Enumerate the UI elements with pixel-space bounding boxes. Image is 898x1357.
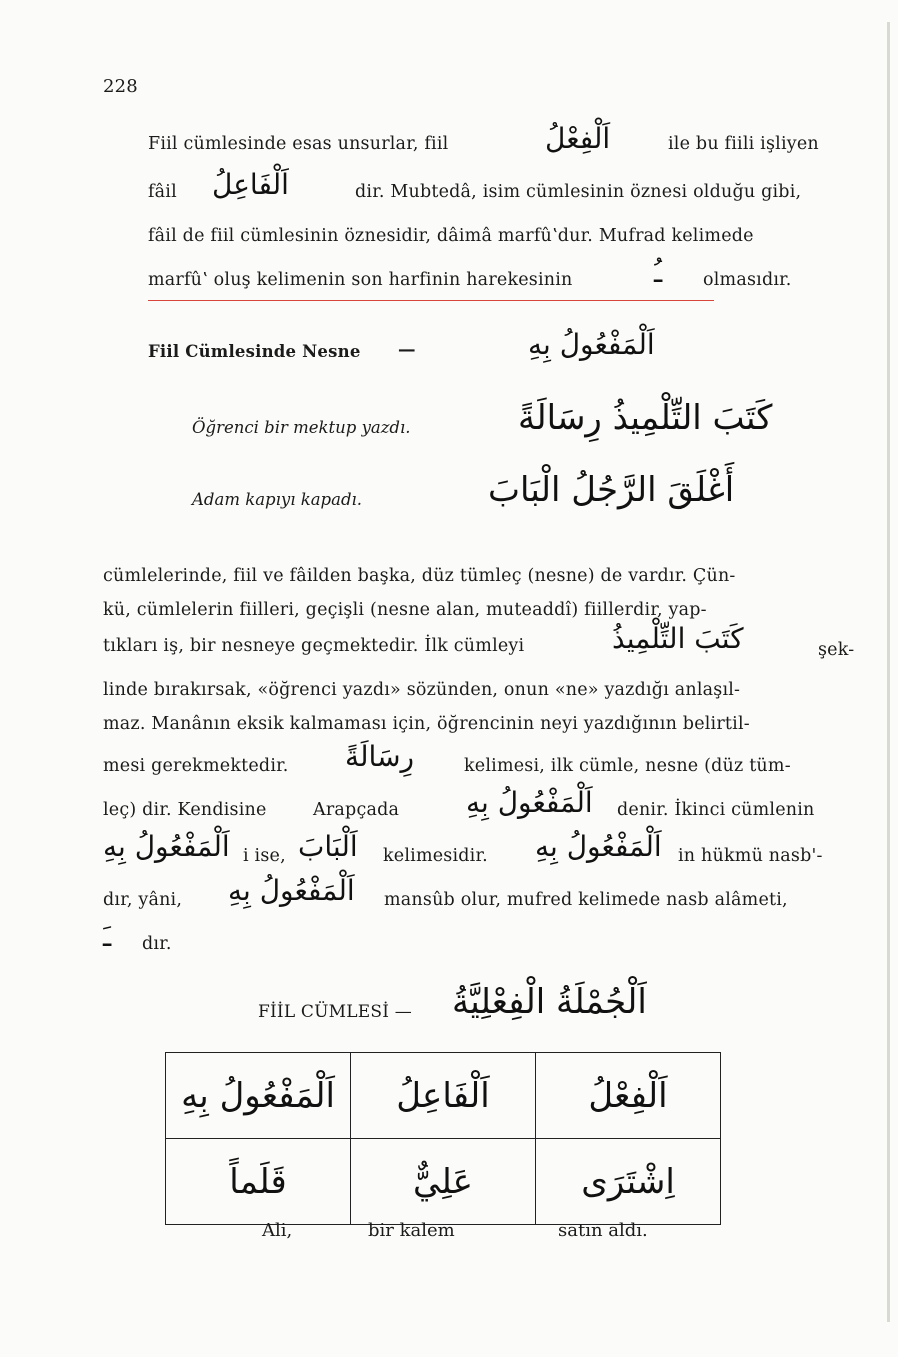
p2-line9-b: mansûb olur, mufred kelimede nasb alâmeti, [384,890,788,910]
section-heading: Fiil Cümlesinde Nesne [148,342,361,361]
p1-line3-text: fâil de fiil cümlesinin öznesidir, dâimâ marfûʽdur. Mufrad kelimede [148,226,754,246]
caption-satin-aldi: satın aldı. [558,1220,648,1241]
p2-line10-arabic-mark: ـَ [103,920,112,953]
p1-line1-text-b: ile bu fiili işliyen [668,134,819,154]
p1-line4-arabic-mark: ـُ [654,256,663,289]
p2-line8-arabic-3: اَلْمَفْعُولُ بِهِ [535,830,662,863]
p2-line7-c: denir. İkinci cümlenin [617,800,815,820]
p1-line4-text-b: olmasıdır. [703,270,792,290]
p1-line1-arabic: اَلْفِعْلُ [545,122,611,155]
p2-line1: cümlelerinde, fiil ve fâilden başka, düz tümleç (nesne) de vardır. Çün- [103,566,736,586]
table-cell-verb: اِشْتَرَى [536,1139,721,1225]
p1-line1-text-a: Fiil cümlesinde esas unsurlar, fiil [148,134,449,154]
p1-line2-arabic: اَلْفَاعِلُ [212,168,289,201]
example-2-arabic: أَغْلَقَ الرَّجُلُ الْبَابَ [488,470,735,510]
p2-line7-arabic: اَلْمَفْعُولُ بِهِ [466,786,593,819]
section-heading-dash: — [398,340,416,360]
table-cell-subject: عَلِيٌّ [351,1139,536,1225]
p2-line8-a: i ise, [243,846,286,866]
example-1-turkish: Öğrenci bir mektup yazdı. [192,418,411,437]
p2-line8-b: kelimesidir. [383,846,488,866]
p2-line4: linde bırakırsak, «öğrenci yazdı» sözünden, onun «ne» yazdığı anlaşıl- [103,680,741,700]
p2-line9-arabic: اَلْمَفْعُولُ بِهِ [228,874,355,907]
example-1-arabic: كَتَبَ التِّلْمِيذُ رِسَالَةً [518,398,773,438]
p2-line6-a: mesi gerekmektedir. [103,756,289,776]
table-header-row [166,1053,721,1139]
table-title: FİİL CÜMLESİ — [258,1002,412,1022]
p2-line9-a: dır, yâni, [103,890,183,910]
caption-ali: Ali, [262,1220,293,1241]
table-cell-verb-header: اَلْفِعْلُ [536,1053,721,1139]
table-title-arabic: اَلْجُمْلَةُ الْفِعْلِيَّةُ [452,982,647,1022]
p1-line2-text-a: fâil [148,182,177,202]
red-underline [148,300,714,301]
p2-line3-b: şek- [818,640,855,660]
p2-line6-arabic: رِسَالَةً [345,740,415,773]
page-number: 228 [103,76,138,97]
p2-line5: maz. Manânın eksik kalmaması için, öğrencinin neyi yazdığının belirtil- [103,714,750,734]
p2-line8-c: in hükmü nasb'- [678,846,823,866]
p2-line10: dır. [142,934,172,954]
table-cell-object: قَلَماً [166,1139,351,1225]
p2-line7-a: leç) dir. Kendisine [103,800,267,820]
verb-sentence-table [165,1052,721,1225]
table-row [166,1139,721,1225]
table-cell-object-header: اَلْمَفْعُولُ بِهِ [166,1053,351,1139]
caption-bir-kalem: bir kalem [368,1220,455,1241]
p2-line7-b: Arapçada [313,800,400,820]
p1-line2-text-b: dir. Mubtedâ, isim cümlesinin öznesi olduğu gibi, [355,182,802,202]
p2-line6-b: kelimesi, ilk cümle, nesne (düz tüm- [464,756,791,776]
table-cell-subject-header: اَلْفَاعِلُ [351,1053,536,1139]
example-2-turkish: Adam kapıyı kapadı. [192,490,363,509]
page-edge-shadow [887,22,890,1322]
p2-line3-arabic: كَتَبَ التِّلْمِيذُ [612,622,744,655]
p2-line8-arabic-2: اَلْبَابَ [298,830,358,863]
section-heading-arabic: اَلْمَفْعُولُ بِهِ [528,328,655,361]
p2-line2: kü, cümlelerin fiilleri, geçişli (nesne alan, muteaddî) fiillerdir, yap- [103,600,707,620]
p1-line4-text-a: marfûʽ oluş kelimenin son harfinin harekesinin [148,270,573,290]
p2-line3-a: tıkları iş, bir nesneye geçmektedir. İlk cümleyi [103,636,525,656]
p2-line8-arabic-1: اَلْمَفْعُولُ بِهِ [103,830,230,863]
